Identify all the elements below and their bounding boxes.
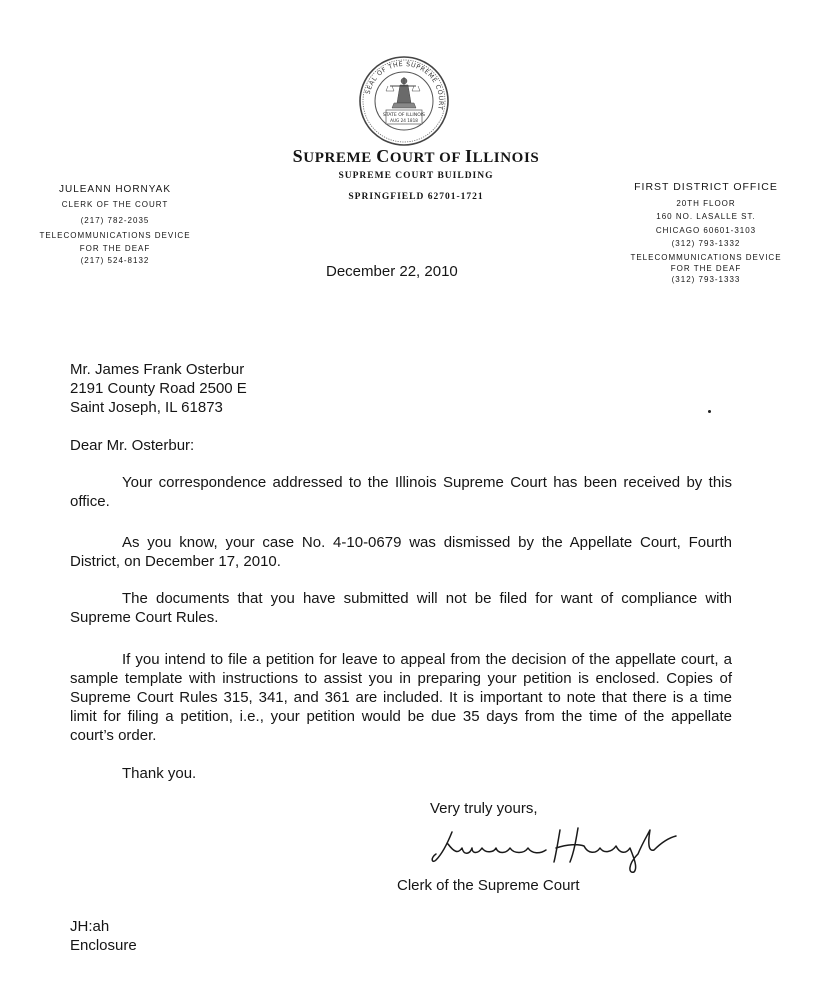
clerk-name: JULEANN HORNYAK	[58, 184, 172, 195]
paragraph-not-filed	[70, 589, 732, 627]
seal-inner-text: STATE OF ILLINOIS	[382, 113, 426, 118]
recipient-city: Saint Joseph, IL 61873	[70, 399, 223, 416]
court-name-initial-2: C	[376, 146, 390, 166]
district-street: 160 NO. LASALLE ST.	[656, 212, 756, 221]
handwritten-signature	[428, 824, 678, 876]
district-tdd-phone: (312) 793-1333	[671, 275, 741, 284]
enclosure-note: Enclosure	[70, 937, 137, 954]
district-office-block	[606, 181, 806, 286]
court-building: SUPREME COURT BUILDING	[338, 171, 494, 181]
salutation: Dear Mr. Osterbur:	[70, 437, 195, 454]
district-office-name: FIRST DISTRICT OFFICE	[634, 181, 778, 193]
court-name-part-1: UPREME	[303, 150, 377, 166]
district-floor: 20TH FLOOR	[676, 198, 736, 208]
court-name-part-3: LLINOIS	[472, 150, 540, 166]
paragraph-received	[70, 473, 732, 511]
court-name-initial-3: I	[464, 146, 473, 166]
recipient-address	[70, 360, 247, 417]
district-city: CHICAGO 60601-3103	[655, 225, 757, 235]
letter-date: December 22, 2010	[326, 263, 458, 280]
seal-date-text: AUG 24 1818	[390, 118, 418, 123]
closing: Very truly yours,	[430, 800, 538, 817]
court-name	[0, 146, 832, 167]
clerk-contact-block	[20, 184, 210, 267]
paragraph-dismissed	[70, 533, 732, 571]
clerk-tdd-phone: (217) 524-8132	[80, 256, 150, 266]
clerk-tdd-label-1: TELECOMMUNICATIONS DEVICE	[39, 231, 191, 241]
paragraph-petition	[70, 650, 732, 745]
recipient-street: 2191 County Road 2500 E	[70, 380, 247, 397]
court-city: SPRINGFIELD 62701-1721	[348, 192, 484, 202]
paragraph-petition-text: If you intend to file a petition for leave to appeal from the decision of the appellate court, a sample template with instructions to assist you in preparing your petition is enclosed. Copies of Supreme Court Rules 315, 341, and 361 are included. It is important to note that there is a time limit for filing a petition, i.e., your petition would be due 35 days from the time of the appellate court’s order.	[70, 651, 732, 744]
signer-title: Clerk of the Supreme Court	[397, 877, 580, 894]
justice-figure-icon	[386, 77, 420, 108]
court-name-initial-1: S	[292, 146, 304, 166]
district-phone: (312) 793-1332	[671, 239, 741, 248]
seal-outer-text: SEAL OF THE SUPREME COURT	[364, 60, 445, 111]
paragraph-received-text: Your correspondence addressed to the Illinois Supreme Court has been received by this office.	[70, 474, 732, 510]
recipient-name: Mr. James Frank Osterbur	[70, 361, 245, 378]
clerk-phone: (217) 782-2035	[80, 215, 150, 225]
district-tdd-label-1: TELECOMMUNICATIONS DEVICE	[630, 252, 782, 262]
district-tdd-label-2: FOR THE DEAF	[670, 264, 742, 273]
paragraph-not-filed-text: The documents that you have submitted will not be filed for want of compliance with Supreme Court Rules.	[70, 590, 732, 626]
clerk-tdd-label-2: FOR THE DEAF	[79, 243, 151, 253]
paragraph-dismissed-text: As you know, your case No. 4-10-0679 was dismissed by the Appellate Court, Fourth District, on December 17, 2010.	[70, 534, 732, 570]
typist-initials: JH:ah	[70, 918, 110, 935]
court-name-part-2: OURT OF	[389, 150, 465, 166]
court-seal	[358, 55, 450, 147]
clerk-title: CLERK OF THE COURT	[61, 200, 169, 210]
thank-you: Thank you.	[122, 765, 197, 782]
stray-mark	[708, 410, 711, 413]
